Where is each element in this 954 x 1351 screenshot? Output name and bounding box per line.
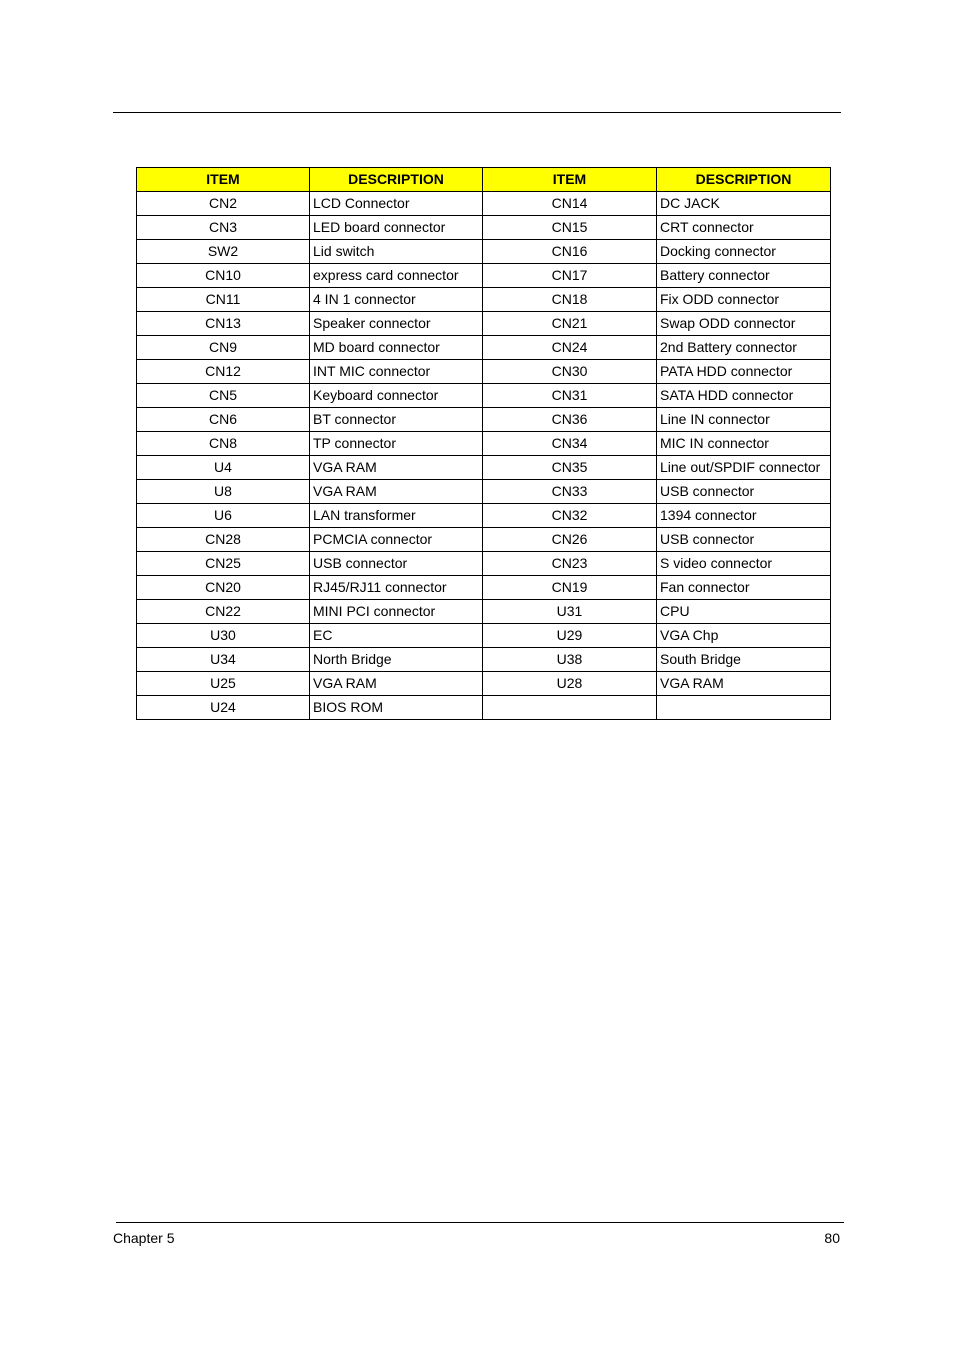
description-cell: VGA RAM [657,672,831,696]
item-cell: SW2 [137,240,310,264]
description-cell: Battery connector [657,264,831,288]
table-header-row [137,168,831,192]
description-cell: TP connector [310,432,483,456]
item-cell: U34 [137,648,310,672]
description-cell: CRT connector [657,216,831,240]
table-row [137,552,831,576]
table-row [137,384,831,408]
item-cell: CN32 [483,504,657,528]
item-cell: U31 [483,600,657,624]
item-cell: CN6 [137,408,310,432]
description-cell: LED board connector [310,216,483,240]
footer-chapter: Chapter 5 [113,1230,175,1246]
item-cell: CN33 [483,480,657,504]
description-cell: MIC IN connector [657,432,831,456]
column-header-description: DESCRIPTION [310,168,483,192]
item-cell: CN18 [483,288,657,312]
description-cell: South Bridge [657,648,831,672]
table-row [137,408,831,432]
description-cell: SATA HDD connector [657,384,831,408]
item-cell: CN22 [137,600,310,624]
item-cell: CN17 [483,264,657,288]
description-cell: Fix ODD connector [657,288,831,312]
description-cell: BT connector [310,408,483,432]
description-cell: DC JACK [657,192,831,216]
description-cell: MINI PCI connector [310,600,483,624]
description-cell: Speaker connector [310,312,483,336]
description-cell: express card connector [310,264,483,288]
item-cell: CN24 [483,336,657,360]
item-cell: CN5 [137,384,310,408]
table-row [137,528,831,552]
description-cell: Fan connector [657,576,831,600]
item-cell: CN19 [483,576,657,600]
description-cell: USB connector [657,528,831,552]
column-header-item: ITEM [483,168,657,192]
description-cell: VGA RAM [310,672,483,696]
table-row [137,672,831,696]
table-row [137,288,831,312]
item-cell: CN11 [137,288,310,312]
item-cell: CN28 [137,528,310,552]
description-cell: Docking connector [657,240,831,264]
description-cell: S video connector [657,552,831,576]
description-cell: Swap ODD connector [657,312,831,336]
table-row [137,312,831,336]
description-cell: PCMCIA connector [310,528,483,552]
table-row [137,600,831,624]
footer-rule [116,1222,844,1223]
description-cell: Line IN connector [657,408,831,432]
item-cell: U4 [137,456,310,480]
item-cell: CN2 [137,192,310,216]
item-cell: CN15 [483,216,657,240]
item-cell: CN30 [483,360,657,384]
description-cell: LAN transformer [310,504,483,528]
item-cell: CN3 [137,216,310,240]
description-cell: Line out/SPDIF connector [657,456,831,480]
description-cell: 4 IN 1 connector [310,288,483,312]
table-row [137,216,831,240]
description-cell: CPU [657,600,831,624]
item-cell: U24 [137,696,310,720]
item-cell: CN12 [137,360,310,384]
parts-table [136,167,831,720]
description-cell: RJ45/RJ11 connector [310,576,483,600]
item-cell: CN13 [137,312,310,336]
item-cell: CN34 [483,432,657,456]
item-cell: CN26 [483,528,657,552]
item-cell: U29 [483,624,657,648]
description-cell: EC [310,624,483,648]
item-cell: CN36 [483,408,657,432]
table-row [137,696,831,720]
table-row [137,264,831,288]
description-cell: VGA RAM [310,480,483,504]
table-row [137,336,831,360]
table-row [137,360,831,384]
table-row [137,480,831,504]
description-cell: MD board connector [310,336,483,360]
table-row [137,648,831,672]
item-cell: CN16 [483,240,657,264]
item-cell: CN14 [483,192,657,216]
item-cell: CN10 [137,264,310,288]
column-header-item: ITEM [137,168,310,192]
table-row [137,240,831,264]
item-cell [483,696,657,720]
description-cell: Keyboard connector [310,384,483,408]
description-cell: Lid switch [310,240,483,264]
description-cell: LCD Connector [310,192,483,216]
table-row [137,192,831,216]
description-cell: VGA RAM [310,456,483,480]
description-cell [657,696,831,720]
item-cell: U30 [137,624,310,648]
description-cell: 1394 connector [657,504,831,528]
description-cell: INT MIC connector [310,360,483,384]
item-cell: U25 [137,672,310,696]
description-cell: BIOS ROM [310,696,483,720]
description-cell: USB connector [657,480,831,504]
footer-page-number: 80 [824,1230,840,1246]
table-row [137,504,831,528]
description-cell: PATA HDD connector [657,360,831,384]
item-cell: CN20 [137,576,310,600]
item-cell: CN25 [137,552,310,576]
table-row [137,624,831,648]
item-cell: CN8 [137,432,310,456]
table-row [137,576,831,600]
column-header-description: DESCRIPTION [657,168,831,192]
item-cell: CN35 [483,456,657,480]
table-row [137,456,831,480]
item-cell: CN21 [483,312,657,336]
description-cell: VGA Chp [657,624,831,648]
header-rule [113,112,841,113]
table-row [137,432,831,456]
description-cell: 2nd Battery connector [657,336,831,360]
item-cell: CN9 [137,336,310,360]
item-cell: U38 [483,648,657,672]
table-body [137,192,831,720]
item-cell: U28 [483,672,657,696]
description-cell: North Bridge [310,648,483,672]
item-cell: U6 [137,504,310,528]
item-cell: CN31 [483,384,657,408]
item-cell: CN23 [483,552,657,576]
item-cell: U8 [137,480,310,504]
description-cell: USB connector [310,552,483,576]
